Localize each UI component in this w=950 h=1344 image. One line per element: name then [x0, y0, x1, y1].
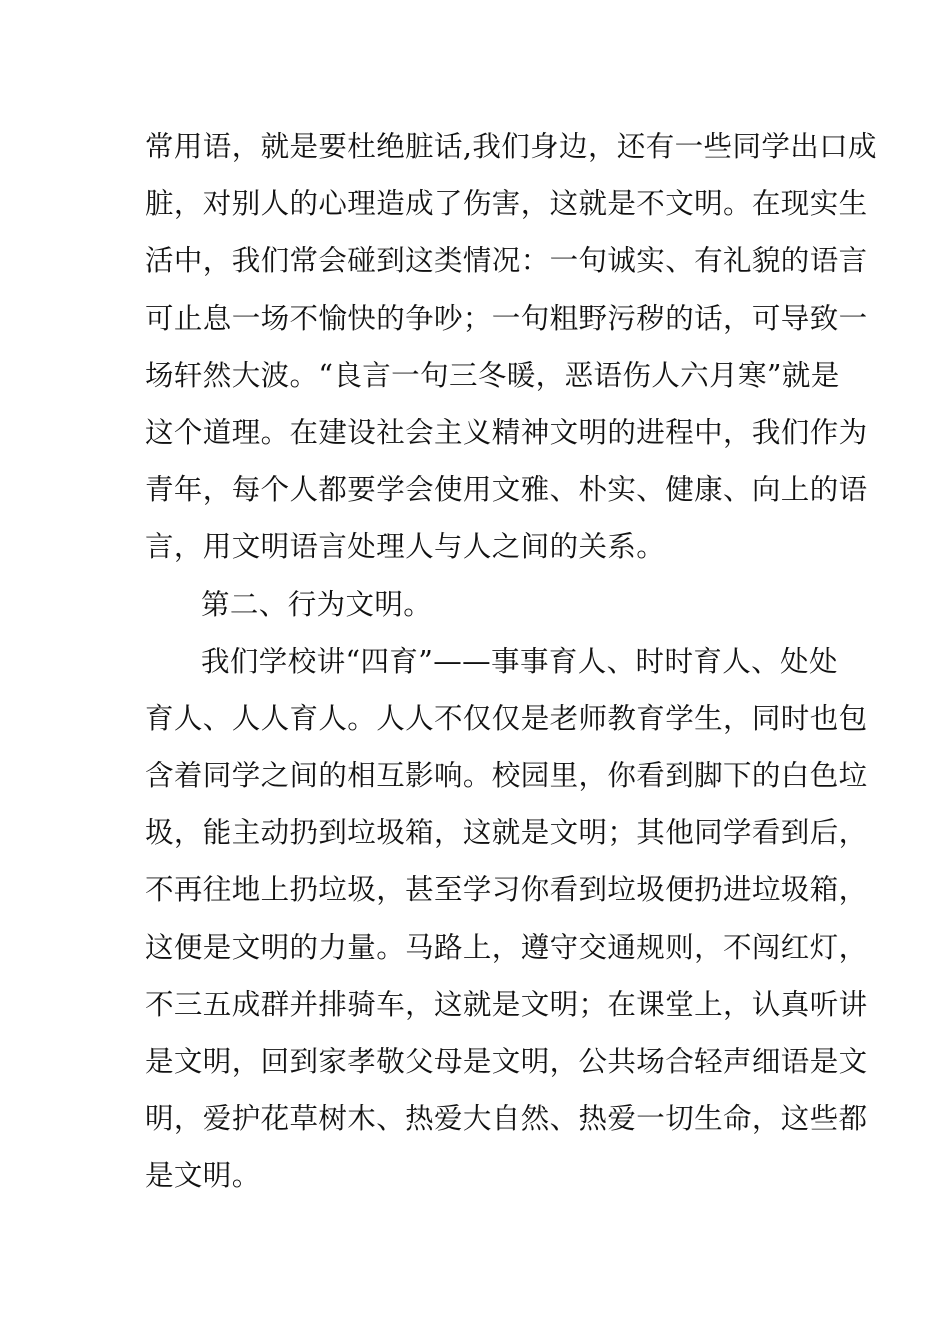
paragraph-1-line-3: 活中，我们常会碰到这类情况：一句诚实、有礼貌的语言: [145, 244, 868, 278]
paragraph-3-line-10: 是文明。: [145, 1159, 261, 1193]
body-text: [145, 118, 877, 1205]
paragraph-1-line-7: 青年，每个人都要学会使用文雅、朴实、健康、向上的语: [145, 473, 868, 507]
paragraph-3-line-2: 育人、人人育人。人人不仅仅是老师教育学生，同时也包: [145, 701, 868, 735]
paragraph-3-line-9: 明，爱护花草树木、热爱大自然、热爱一切生命，这些都: [145, 1102, 868, 1136]
paragraph-3-line-6: 这便是文明的力量。马路上，遵守交通规则，不闯红灯，: [145, 930, 868, 964]
paragraph-1-line-5: 场轩然大波。“良言一句三冬暖，恶语伤人六月寒”就是: [145, 358, 840, 392]
paragraph-1-line-4: 可止息一场不愉快的争吵；一句粗野污秽的话，可导致一: [145, 301, 868, 335]
paragraph-3-line-8: 是文明，回到家孝敬父母是文明，公共场合轻声细语是文: [145, 1045, 868, 1078]
paragraph-3-line-5: 不再往地上扔垃圾，甚至学习你看到垃圾便扔进垃圾箱，: [145, 873, 868, 907]
paragraph-1-line-1: 常用语，就是要杜绝脏话,我们身边，还有一些同学出口成: [145, 130, 877, 163]
paragraph-1-line-6: 这个道理。在建设社会主义精神文明的进程中，我们作为: [145, 415, 868, 449]
paragraph-1-line-8: 言，用文明语言处理人与人之间的关系。: [145, 530, 666, 564]
paragraph-3-line-4: 圾，能主动扔到垃圾箱，这就是文明；其他同学看到后，: [145, 816, 868, 850]
paragraph-1-line-2: 脏，对别人的心理造成了伤害，这就是不文明。在现实生: [145, 187, 868, 221]
section-heading: 第二、行为文明。: [201, 587, 433, 621]
paragraph-3-line-1: 我们学校讲“四育”——事事育人、时时育人、处处: [201, 644, 838, 678]
paragraph-3-line-3: 含着同学之间的相互影响。校园里，你看到脚下的白色垃: [145, 759, 868, 793]
paragraph-3-line-7: 不三五成群并排骑车，这就是文明；在课堂上，认真听讲: [145, 987, 868, 1021]
